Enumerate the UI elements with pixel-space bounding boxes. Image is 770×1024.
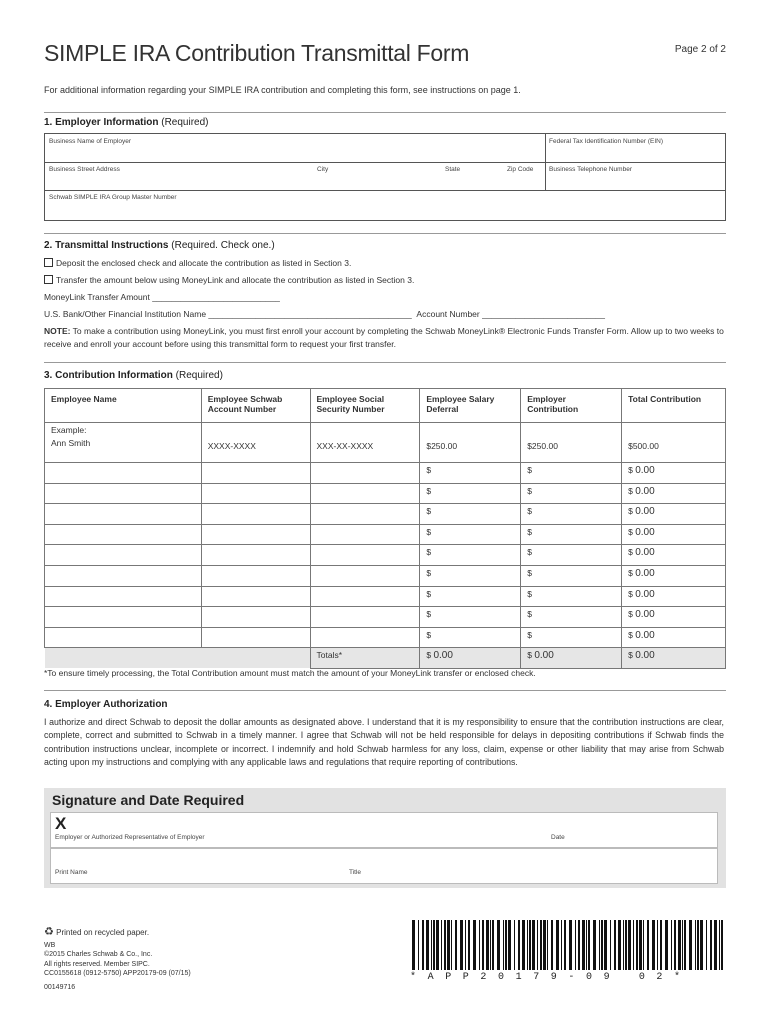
barcode-bar: [674, 920, 676, 970]
barcode-bar: [543, 920, 546, 970]
employer-info-box: [44, 133, 726, 221]
ssn-cell[interactable]: [310, 463, 420, 484]
barcode-bar: [575, 920, 576, 970]
barcode-bar: [614, 920, 616, 970]
option-deposit-check[interactable]: Deposit the enclosed check and allocate the contribution as listed in Section 3.: [44, 258, 351, 268]
bank-name-field[interactable]: U.S. Bank/Other Financial Institution Name ___________________________________________ Account Number __________________________: [44, 309, 605, 319]
ssn-cell[interactable]: [310, 586, 420, 607]
totals-footnote: *To ensure timely processing, the Total Contribution amount must match the amount of your MoneyLink transfer or enclosed check.: [44, 668, 536, 678]
total-contribution-cell[interactable]: $ 0.00: [622, 565, 726, 586]
signature-panel: [44, 788, 726, 888]
table-row: [45, 627, 726, 648]
section3-heading: 3. Contribution Information (Required): [44, 370, 223, 381]
recycled-note: ♻ Printed on recycled paper.: [44, 926, 150, 938]
employee-name-cell[interactable]: [45, 463, 202, 484]
footer: ♻ Printed on recycled paper. WB ©2015 Charles Schwab & Co., Inc. All rights reserved. Member SIPC. CC0155618 (0912-5750) APP20179-09 (07/15) 00149716: [44, 926, 191, 991]
barcode-bar: [639, 920, 642, 970]
totals-row: [45, 648, 726, 669]
authorization-text: I authorize and direct Schwab to deposit the dollar amounts as designated above. I understand that it is my responsibility to ensure that the contribution instructions are clear, complete, correct and submitted to Schwab in a timely manner. I agree that Schwab will not be held responsible for delays in depositing contributions if Schwab finds the contribution instructions unclear, incomplete or incorrect. I indemnify and hold Schwab harmless for any loss, claim, expense or other liability that may arise from Schwab acting upon my instructions and complying with any applicable laws and regulations that require reporting of contributions.: [44, 717, 724, 768]
barcode-bar: [643, 920, 644, 970]
barcode-bar: [660, 920, 662, 970]
signature-x-mark: X: [55, 814, 67, 833]
barcode-bar: [618, 920, 621, 970]
barcode-bar: [522, 920, 525, 970]
account-number-cell[interactable]: [201, 524, 310, 545]
recycle-icon: ♻: [44, 926, 54, 938]
account-number-field[interactable]: Account Number __________________________: [416, 309, 605, 319]
barcode-bar: [700, 920, 703, 970]
employer-contribution-cell[interactable]: $: [521, 483, 622, 504]
section-divider: [44, 233, 726, 234]
account-number-cell[interactable]: [201, 463, 310, 484]
barcode-bar: [582, 920, 585, 970]
barcode-bar: [540, 920, 542, 970]
total-contribution-cell[interactable]: $ 0.00: [622, 545, 726, 566]
employer-contribution-cell[interactable]: $: [521, 586, 622, 607]
employee-name-cell[interactable]: [45, 586, 202, 607]
barcode-bar: [561, 920, 562, 970]
barcode-bar: [593, 920, 596, 970]
barcode-bar: [564, 920, 566, 970]
table-row: [45, 483, 726, 504]
title-field[interactable]: Title: [349, 869, 362, 876]
barcode-bar: [527, 920, 528, 970]
form-title: SIMPLE IRA Contribution Transmittal Form: [44, 40, 470, 66]
ssn-cell[interactable]: [310, 545, 420, 566]
example-row: Example: Ann Smith XXXX-XXXX XXX-XX-XXXX $250.00 $250.00 $500.00: [45, 423, 726, 463]
barcode-bar: [697, 920, 699, 970]
barcode-bar: [599, 920, 600, 970]
barcode-bar: [529, 920, 531, 970]
barcode-bar: [490, 920, 491, 970]
account-number-cell[interactable]: [201, 545, 310, 566]
ein-field[interactable]: Federal Tax Identification Number (EIN): [549, 138, 664, 145]
barcode-bar: [473, 920, 476, 970]
barcode-bar: [412, 920, 415, 970]
page-number: Page 2 of 2: [674, 44, 726, 55]
col-account-number: Employee Schwab Account Number: [201, 389, 310, 423]
checkbox-moneylink[interactable]: [44, 275, 53, 284]
barcode-bar: [497, 920, 500, 970]
barcode-bar: [636, 920, 638, 970]
signature-heading: Signature and Date Required: [52, 792, 245, 808]
barcode-bar: [537, 920, 538, 970]
barcode-bar: [721, 920, 723, 970]
section2-heading: 2. Transmittal Instructions (Required. Check one.): [44, 240, 275, 251]
barcode-bar: [628, 920, 631, 970]
salary-deferral-cell[interactable]: $: [420, 565, 521, 586]
print-name-field[interactable]: Print Name: [55, 869, 88, 876]
table-row: [45, 463, 726, 484]
total-contribution-cell[interactable]: $ 0.00: [622, 483, 726, 504]
col-total-contribution: Total Contribution: [622, 389, 726, 423]
employer-contribution-cell[interactable]: $: [521, 504, 622, 525]
account-number-cell[interactable]: [201, 565, 310, 586]
signature-field[interactable]: [50, 812, 718, 848]
barcode-bar: [719, 920, 720, 970]
barcode: [410, 920, 726, 970]
barcode-bar: [695, 920, 696, 970]
total-contribution-cell[interactable]: $ 0.00: [622, 463, 726, 484]
employee-name-cell[interactable]: [45, 627, 202, 648]
ssn-cell[interactable]: [310, 524, 420, 545]
ssn-cell[interactable]: [310, 627, 420, 648]
employee-name-cell[interactable]: [45, 504, 202, 525]
barcode-bar: [447, 920, 450, 970]
barcode-bar: [610, 920, 611, 970]
barcode-bar: [518, 920, 520, 970]
barcode-bar: [532, 920, 535, 970]
ssn-cell[interactable]: [310, 565, 420, 586]
barcode-bar: [706, 920, 707, 970]
barcode-bar: [514, 920, 515, 970]
barcode-bar: [422, 920, 424, 970]
barcode-bar: [505, 920, 507, 970]
ssn-cell[interactable]: [310, 607, 420, 628]
section1-heading: 1. Employer Information (Required): [44, 117, 209, 128]
date-label: Date: [551, 834, 565, 841]
account-number-cell[interactable]: [201, 607, 310, 628]
col-employee-name: Employee Name: [45, 389, 202, 423]
total-contribution-cell[interactable]: $ 0.00: [622, 504, 726, 525]
state-field[interactable]: State: [445, 166, 461, 173]
table-row: [45, 545, 726, 566]
salary-deferral-cell[interactable]: $: [420, 627, 521, 648]
barcode-bar: [578, 920, 580, 970]
col-employer-contribution: Employer Contribution: [521, 389, 622, 423]
total-employer-contribution: $ 0.00: [521, 648, 622, 669]
barcode-bar: [556, 920, 559, 970]
section-divider: [44, 112, 726, 113]
barcode-bar: [588, 920, 590, 970]
business-name-field[interactable]: Business Name of Employer: [49, 138, 132, 145]
salary-deferral-cell[interactable]: $: [420, 483, 521, 504]
barcode-text: *APP20179-09 02*: [410, 972, 692, 983]
employer-contribution-cell[interactable]: $: [521, 607, 622, 628]
barcode-bar: [433, 920, 435, 970]
total-contribution-cell[interactable]: $ 0.00: [622, 524, 726, 545]
table-row: [45, 586, 726, 607]
employer-contribution-cell[interactable]: $: [521, 565, 622, 586]
barcode-bar: [479, 920, 480, 970]
employee-name-cell[interactable]: [45, 545, 202, 566]
section4-heading: 4. Employer Authorization: [44, 699, 168, 710]
barcode-bar: [633, 920, 634, 970]
total-contribution-cell[interactable]: $ 0.00: [622, 627, 726, 648]
moneylink-amount-field[interactable]: MoneyLink Transfer Amount ___________________________: [44, 292, 280, 302]
table-row: [45, 607, 726, 628]
contribution-table: [44, 388, 726, 669]
phone-field[interactable]: Business Telephone Number: [549, 166, 632, 173]
salary-deferral-cell[interactable]: $: [420, 463, 521, 484]
city-field[interactable]: City: [317, 166, 329, 173]
barcode-bar: [547, 920, 548, 970]
barcode-bar: [418, 920, 419, 970]
employee-name-cell[interactable]: [45, 607, 202, 628]
salary-deferral-cell[interactable]: $: [420, 504, 521, 525]
col-salary-deferral: Employee Salary Deferral: [420, 389, 521, 423]
option-moneylink-transfer[interactable]: Transfer the amount below using MoneyLink and allocate the contribution as listed in Section 3.: [44, 275, 414, 285]
salary-deferral-cell[interactable]: $: [420, 524, 521, 545]
total-contribution-cell[interactable]: $ 0.00: [622, 586, 726, 607]
intro-text: For additional information regarding your SIMPLE IRA contribution and completing this form, see instructions on page 1.: [44, 85, 521, 95]
checkbox-deposit[interactable]: [44, 258, 53, 267]
barcode-bar: [671, 920, 672, 970]
section-divider: [44, 690, 726, 691]
barcode-bar: [486, 920, 489, 970]
table-row: [45, 524, 726, 545]
table-header-row: [45, 389, 726, 423]
barcode-bar: [657, 920, 658, 970]
total-contribution-sum: $ 0.00: [622, 648, 726, 669]
salary-deferral-cell[interactable]: $: [420, 607, 521, 628]
barcode-bar: [441, 920, 442, 970]
barcode-bar: [689, 920, 692, 970]
barcode-bar: [647, 920, 649, 970]
signer-label: Employer or Authorized Representative of Employer: [55, 834, 205, 841]
employer-contribution-cell[interactable]: $: [521, 463, 622, 484]
account-number-cell[interactable]: [201, 627, 310, 648]
salary-deferral-cell[interactable]: $: [420, 545, 521, 566]
barcode-bar: [436, 920, 439, 970]
barcode-bar: [678, 920, 681, 970]
barcode-bar: [455, 920, 457, 970]
barcode-bar: [601, 920, 603, 970]
total-salary-deferral: $ 0.00: [420, 648, 521, 669]
barcode-bar: [604, 920, 607, 970]
barcode-bar: [710, 920, 712, 970]
barcode-bar: [684, 920, 686, 970]
barcode-bar: [451, 920, 452, 970]
barcode-bar: [465, 920, 466, 970]
table-row: [45, 504, 726, 525]
barcode-bar: [682, 920, 683, 970]
barcode-bar: [569, 920, 572, 970]
barcode-bar: [652, 920, 655, 970]
account-number-cell[interactable]: [201, 504, 310, 525]
barcode-bar: [623, 920, 624, 970]
street-address-field[interactable]: Business Street Address: [49, 166, 120, 173]
ssn-cell[interactable]: [310, 504, 420, 525]
barcode-bar: [431, 920, 432, 970]
employer-contribution-cell[interactable]: $: [521, 545, 622, 566]
barcode-bar: [508, 920, 511, 970]
barcode-bar: [586, 920, 587, 970]
employer-contribution-cell[interactable]: $: [521, 627, 622, 648]
barcode-bar: [426, 920, 429, 970]
employee-name-cell[interactable]: [45, 524, 202, 545]
barcode-bar: [714, 920, 717, 970]
zip-field[interactable]: Zip Code: [507, 166, 534, 173]
barcode-bar: [444, 920, 446, 970]
barcode-bar: [665, 920, 668, 970]
barcode-bar: [460, 920, 463, 970]
table-row: [45, 565, 726, 586]
section-divider: [44, 362, 726, 363]
employer-contribution-cell[interactable]: $: [521, 524, 622, 545]
barcode-bar: [503, 920, 504, 970]
ssn-cell[interactable]: [310, 483, 420, 504]
moneylink-note: NOTE: To make a contribution using MoneyLink, you must first enroll your account by completing the Schwab MoneyLink® Electronic Funds Transfer Form. Allow up to two weeks to receive and enroll your account before using this transmittal form to request your first transfer.: [44, 326, 724, 349]
account-number-cell[interactable]: [201, 586, 310, 607]
col-ssn: Employee Social Security Number: [310, 389, 420, 423]
barcode-bar: [482, 920, 484, 970]
total-contribution-cell[interactable]: $ 0.00: [622, 607, 726, 628]
barcode-bar: [468, 920, 470, 970]
barcode-bar: [625, 920, 627, 970]
group-number-field[interactable]: Schwab SIMPLE IRA Group Master Number: [49, 194, 177, 201]
account-number-cell[interactable]: [201, 483, 310, 504]
employee-name-cell[interactable]: [45, 565, 202, 586]
employee-name-cell[interactable]: [45, 483, 202, 504]
barcode-bar: [492, 920, 494, 970]
totals-label: Totals*: [310, 648, 420, 669]
barcode-bar: [551, 920, 553, 970]
print-name-row: [50, 848, 718, 884]
salary-deferral-cell[interactable]: $: [420, 586, 521, 607]
